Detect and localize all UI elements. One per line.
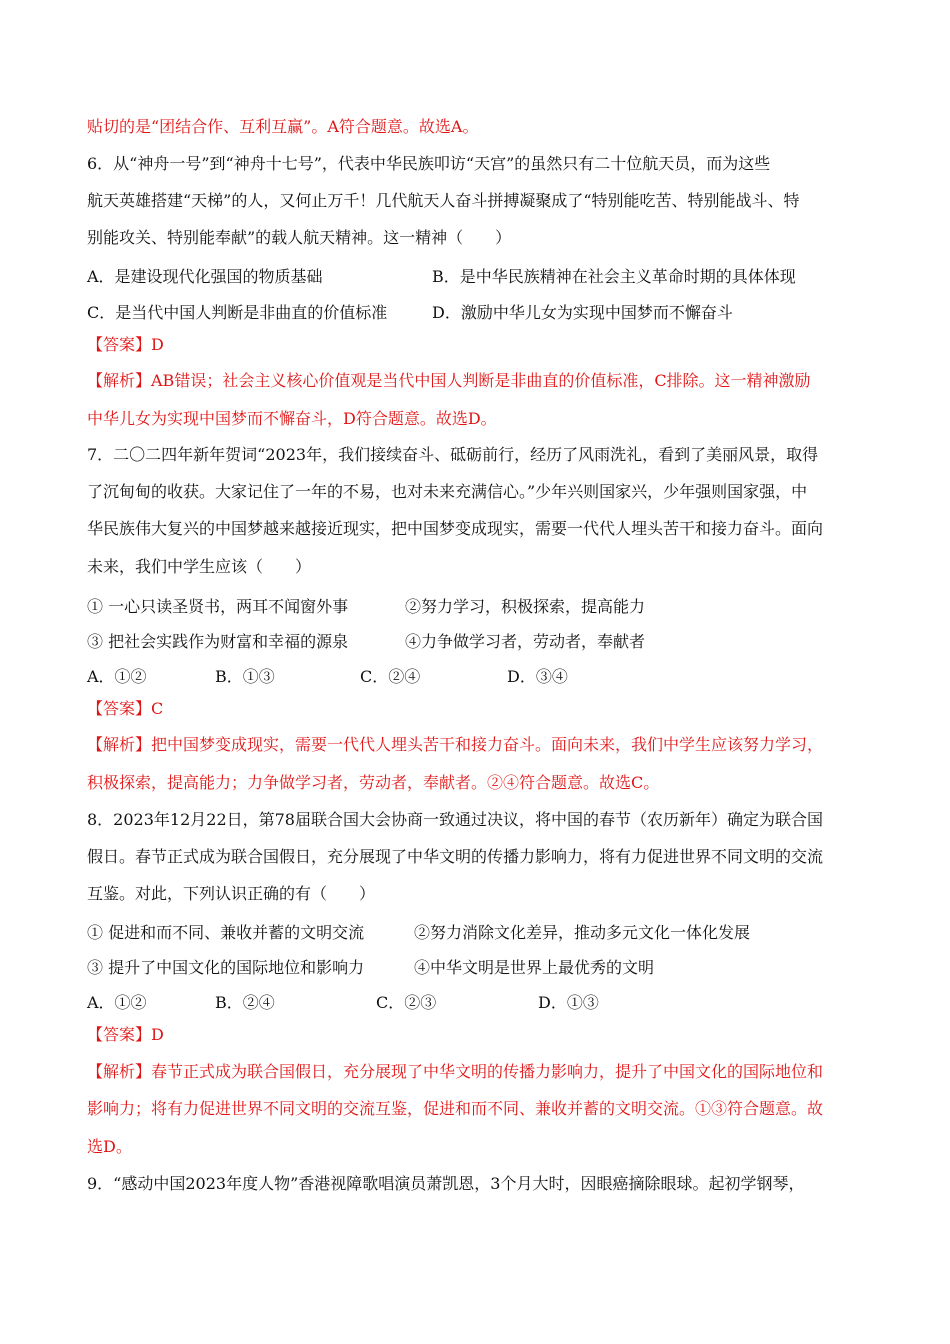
q7-answer: 【答案】C: [87, 699, 164, 718]
q7-stem-line: 了沉甸甸的收获。大家记住了一年的不易，也对未来充满信心。”少年兴则国家兴，少年强则国家强，中: [87, 482, 808, 501]
q8-option-a: A．①②: [87, 993, 147, 1012]
q7-statement-3: ③ 把社会实践作为财富和幸福的源泉: [87, 632, 349, 651]
q8-stem-line: 8．2023年12月22日，第78届联合国大会协商一致通过决议，将中国的春节（农历新年）确定为联合国: [87, 810, 823, 829]
q8-statement-1: ① 促进和而不同、兼收并蓄的文明交流: [87, 923, 365, 942]
q7-option-b: B．①③: [215, 667, 275, 686]
q7-statement-4: ④力争做学习者，劳动者，奉献者: [405, 632, 646, 651]
q5-explanation-tail: 贴切的是“团结合作、互利互赢”。A符合题意。故选A。: [87, 117, 479, 136]
q6-stem-line: 航天英雄搭建“天梯”的人，又何止万千！几代航天人奋斗拼搏凝聚成了“特别能吃苦、特别能战斗、特: [87, 191, 800, 210]
q7-option-d: D．③④: [507, 667, 568, 686]
q7-stem-line: 7．二〇二四年新年贺词“2023年，我们接续奋斗、砥砺前行，经历了风雨洗礼，看到了美丽风景，取得: [87, 445, 819, 464]
q8-option-b: B．②④: [215, 993, 275, 1012]
q6-option-a: A．是建设现代化强国的物质基础: [87, 267, 323, 286]
q7-statement-1: ① 一心只读圣贤书，两耳不闻窗外事: [87, 597, 349, 616]
q6-stem-line: 6．从“神舟一号”到“神舟十七号”，代表中华民族叩访“天宫”的虽然只有二十位航天员，而为这些: [87, 154, 771, 173]
q6-stem-line: 别能攻关、特别能奉献”的载人航天精神。这一精神（ ）: [87, 228, 512, 247]
q8-option-c: C．②③: [376, 993, 437, 1012]
q7-option-a: A．①②: [87, 667, 147, 686]
q8-option-d: D．①③: [538, 993, 599, 1012]
q8-statement-3: ③ 提升了中国文化的国际地位和影响力: [87, 958, 365, 977]
q6-option-c: C．是当代中国人判断是非曲直的价值标准: [87, 303, 388, 322]
q8-answer: 【答案】D: [87, 1025, 164, 1044]
q7-statement-2: ②努力学习，积极探索，提高能力: [405, 597, 646, 616]
q6-explanation-line: 【解析】AB错误；社会主义核心价值观是当代中国人判断是非曲直的价值标准，C排除。这一精神激励: [87, 371, 811, 390]
q6-explanation-line: 中华儿女为实现中国梦而不懈奋斗，D符合题意。故选D。: [87, 409, 497, 428]
q8-stem-line: 假日。春节正式成为联合国假日，充分展现了中华文明的传播力影响力，将有力促进世界不同文明的交流: [87, 847, 824, 866]
q6-option-b: B．是中华民族精神在社会主义革命时期的具体体现: [432, 267, 796, 286]
q7-option-c: C．②④: [360, 667, 421, 686]
q7-stem-line: 未来，我们中学生应该（ ）: [87, 557, 312, 576]
q6-option-d: D．激励中华儿女为实现中国梦而不懈奋斗: [432, 303, 733, 322]
q8-explanation-line: 影响力；将有力促进世界不同文明的交流互鉴，促进和而不同、兼收并蓄的文明交流。①③符合题意。故: [87, 1099, 824, 1118]
q9-stem-line: 9．“感动中国2023年度人物”香港视障歌唱演员萧凯恩，3个月大时，因眼癌摘除眼球。起初学钢琴，: [87, 1174, 805, 1193]
q8-explanation-line: 【解析】春节正式成为联合国假日，充分展现了中华文明的传播力影响力，提升了中国文化的国际地位和: [87, 1062, 824, 1081]
q8-statement-2: ②努力消除文化差异，推动多元文化一体化发展: [414, 923, 751, 942]
q7-explanation-line: 【解析】把中国梦变成现实，需要一代代人埋头苦干和接力奋斗。面向未来，我们中学生应该努力学习，: [87, 735, 824, 754]
q8-statement-4: ④中华文明是世界上最优秀的文明: [414, 958, 655, 977]
q8-stem-line: 互鉴。对此，下列认识正确的有（ ）: [87, 884, 376, 903]
q7-explanation-line: 积极探索，提高能力；力争做学习者，劳动者，奉献者。②④符合题意。故选C。: [87, 773, 660, 792]
q7-stem-line: 华民族伟大复兴的中国梦越来越接近现实，把中国梦变成现实，需要一代代人埋头苦干和接力奋斗。面向: [87, 519, 824, 538]
q8-explanation-line: 选D。: [87, 1137, 132, 1156]
q6-answer: 【答案】D: [87, 335, 164, 354]
